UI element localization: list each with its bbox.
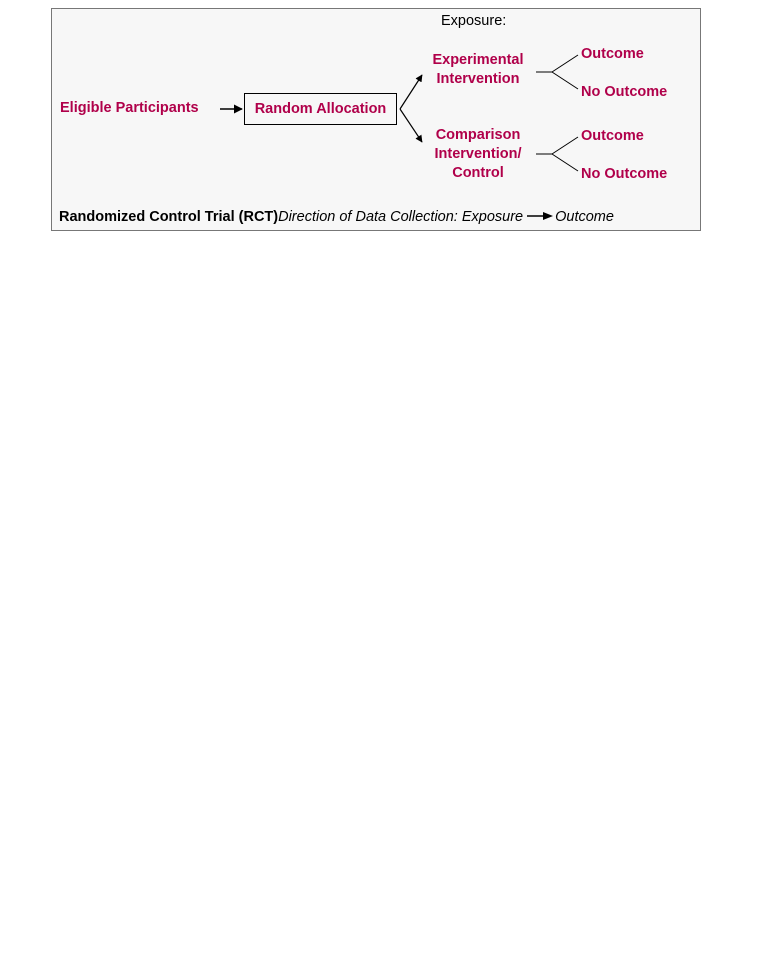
random-allocation-box [244, 93, 397, 125]
branch-experimental-outcome [552, 55, 578, 72]
eligible-participants-label: Eligible Participants [60, 100, 199, 116]
comparison-intervention-label [422, 126, 534, 183]
random-allocation-label: Random Allocation [254, 101, 387, 117]
comparison-line-1: Comparison [435, 127, 521, 143]
experimental-intervention-label [422, 51, 534, 89]
caption-direction-suffix: Outcome [555, 209, 614, 225]
branch-comparison-outcome [552, 137, 578, 154]
arrow-allocation-to-comparison [400, 109, 422, 142]
exposure-label: Exposure: [441, 13, 507, 29]
arrow-allocation-to-experimental [400, 75, 422, 109]
caption-direction-prefix: Direction of Data Collection: Exposure [278, 209, 524, 225]
caption-title: Randomized Control Trial (RCT) [59, 209, 279, 225]
comparison-line-3: Control [452, 165, 504, 181]
figure-caption [59, 208, 614, 227]
comparison-line-2: Intervention/ [434, 146, 522, 162]
branch-comparison-no-outcome [552, 154, 578, 171]
experimental-outcome-label: Outcome [581, 46, 644, 62]
branch-experimental-no-outcome [552, 72, 578, 89]
experimental-no-outcome-label: No Outcome [581, 84, 668, 100]
experimental-line-1: Experimental [432, 52, 524, 68]
comparison-outcome-label: Outcome [581, 128, 644, 144]
experimental-line-2: Intervention [436, 71, 520, 87]
caption-arrow-icon [527, 211, 553, 221]
comparison-no-outcome-label: No Outcome [581, 166, 668, 182]
rct-diagram-figure [51, 8, 701, 231]
